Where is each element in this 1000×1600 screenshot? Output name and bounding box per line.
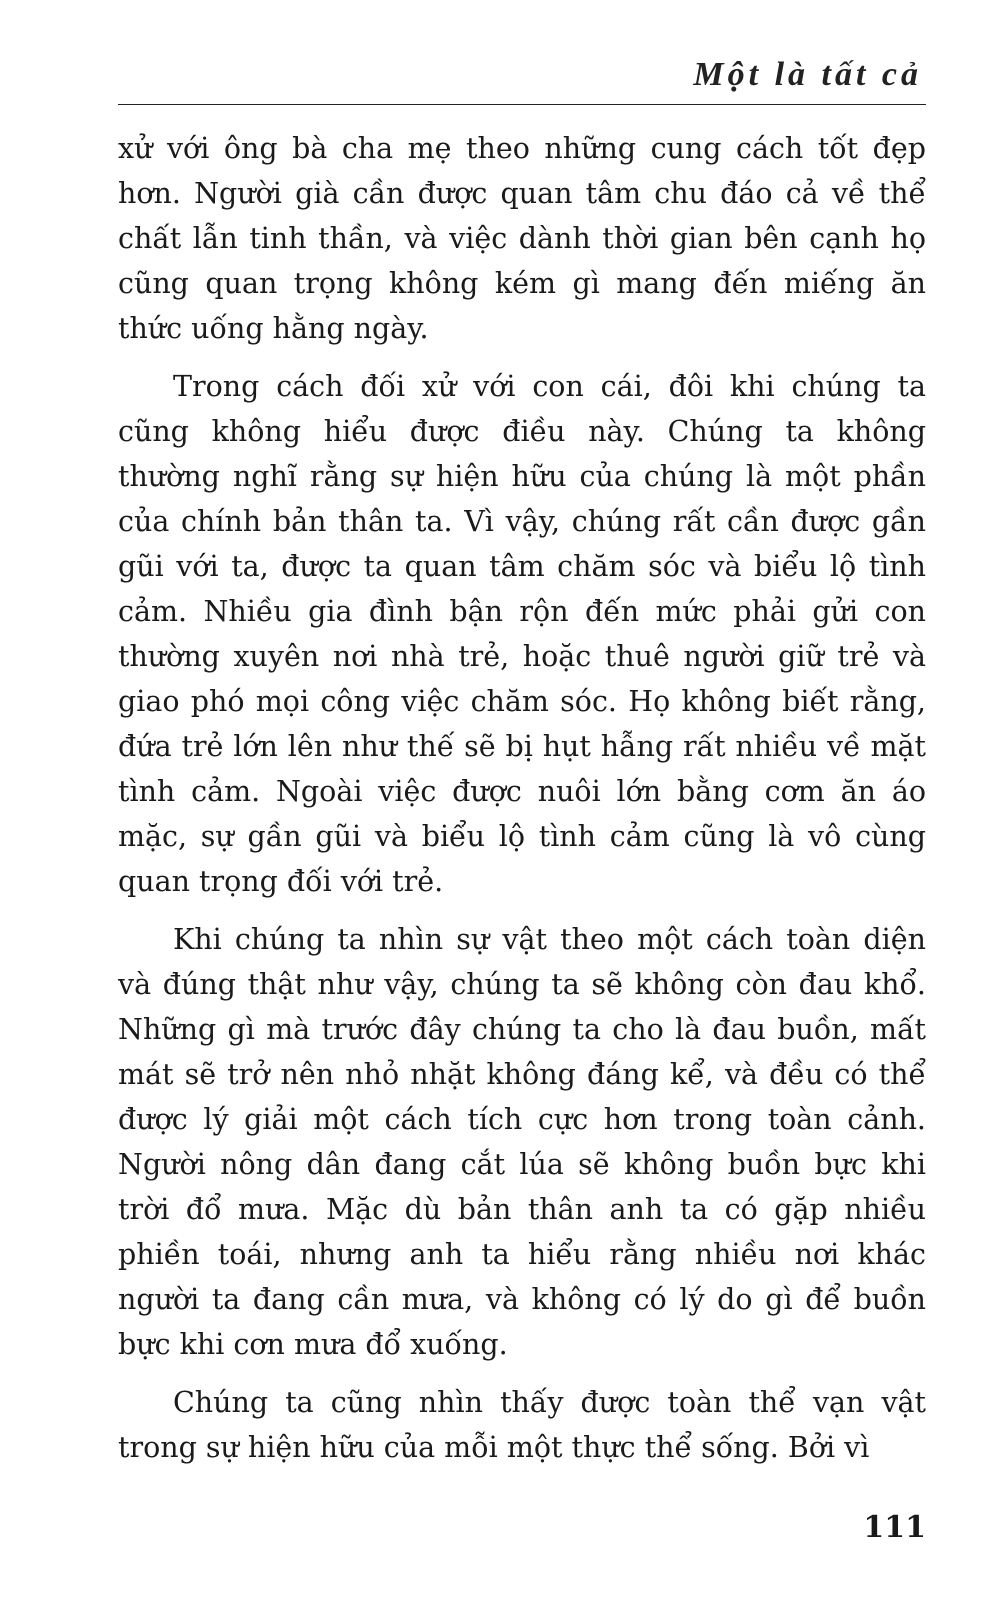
page-number: 111 (863, 1510, 926, 1545)
running-header-title: Một là tất cả (693, 56, 922, 93)
running-header (118, 56, 926, 105)
paragraph: Khi chúng ta nhìn sự vật theo một cách toàn diện và đúng thật như vậy, chúng ta sẽ không còn đau khổ. Những gì mà trước đây chúng ta cho là đau buồn, mất mát sẽ trở nên nhỏ nhặt không đáng kể, và đều có thể được lý giải một cách tích cực hơn trong toàn cảnh. Người nông dân đang cắt lúa sẽ không buồn bực khi trời đổ mưa. Mặc dù bản thân anh ta có gặp nhiều phiền toái, nhưng anh ta hiểu rằng nhiều nơi khác người ta đang cần mưa, và không có lý do gì để buồn bực khi cơn mưa đổ xuống. (118, 923, 926, 1361)
paragraph-continued: xử với ông bà cha mẹ theo những cung cách tốt đẹp hơn. Người già cần được quan tâm chu đáo cả về thể chất lẫn tinh thần, và việc dành thời gian bên cạnh họ cũng quan trọng không kém gì mang đến miếng ăn thức uống hằng ngày. (118, 132, 926, 345)
paragraph: Chúng ta cũng nhìn thấy được toàn thể vạn vật trong sự hiện hữu của mỗi một thực thể sống. Bởi vì (118, 1386, 926, 1464)
body-text (118, 126, 926, 1483)
paragraph: Trong cách đối xử với con cái, đôi khi chúng ta cũng không hiểu được điều này. Chúng ta không thường nghĩ rằng sự hiện hữu của chúng là một phần của chính bản thân ta. Vì vậy, chúng rất cần được gần gũi với ta, được ta quan tâm chăm sóc và biểu lộ tình cảm. Nhiều gia đình bận rộn đến mức phải gửi con thường xuyên nơi nhà trẻ, hoặc thuê người giữ trẻ và giao phó mọi công việc chăm sóc. Họ không biết rằng, đứa trẻ lớn lên như thế sẽ bị hụt hẫng rất nhiều về mặt tình cảm. Ngoài việc được nuôi lớn bằng cơm ăn áo mặc, sự gần gũi và biểu lộ tình cảm cũng là vô cùng quan trọng đối với trẻ. (118, 370, 926, 898)
